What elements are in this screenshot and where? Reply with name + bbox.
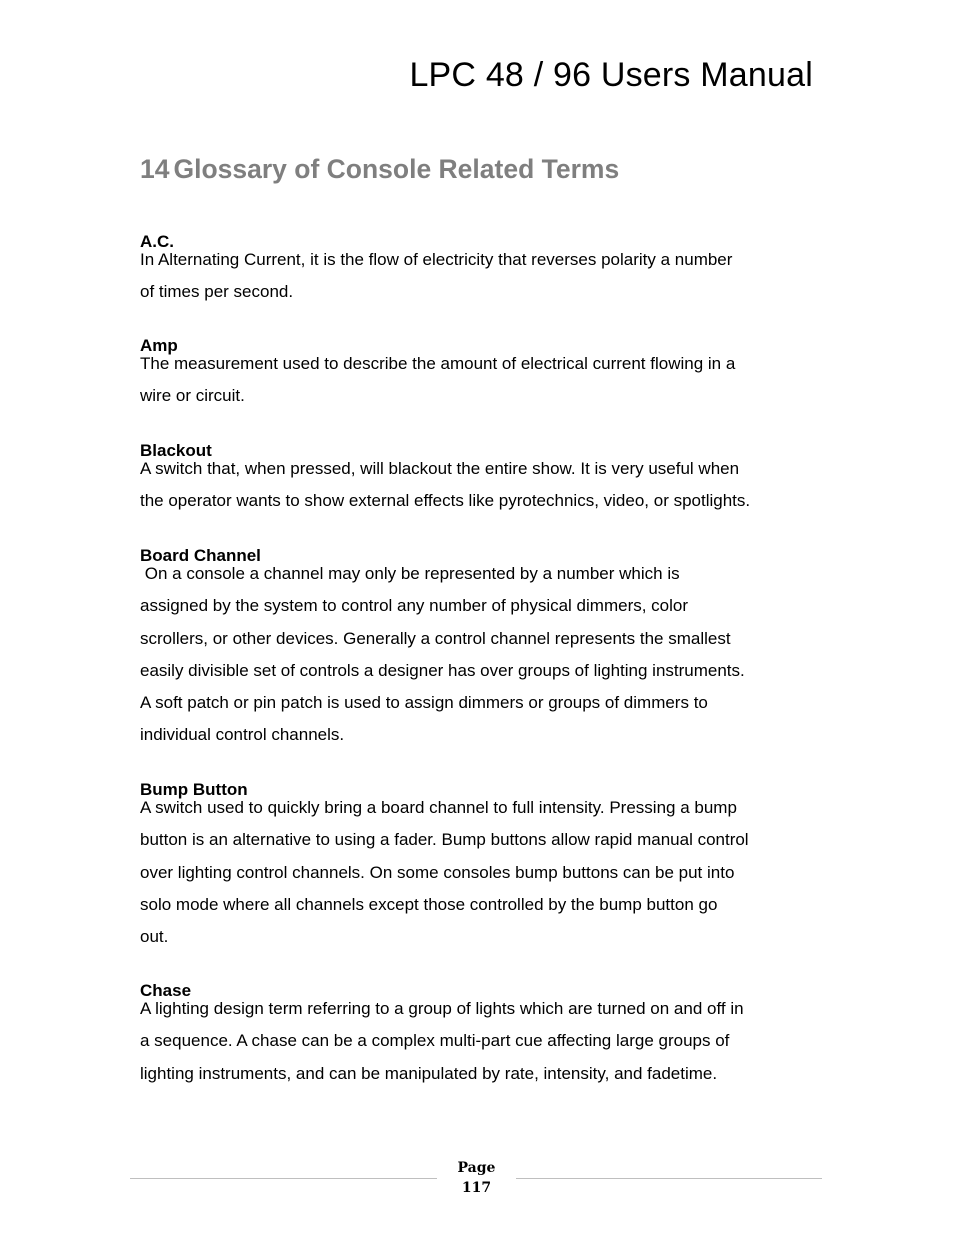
glossary-entry-chase — [140, 981, 820, 1090]
definition-line: wire or circuit. — [140, 386, 245, 406]
definition-line: In Alternating Current, it is the flow of electricity that reverses polarity a number — [140, 250, 733, 269]
glossary-term: Blackout — [140, 441, 212, 460]
section-number: 14 — [140, 154, 170, 184]
definition-line: The measurement used to describe the amount of electrical current flowing in a — [140, 354, 736, 373]
page-title: LPC 48 / 96 Users Manual — [409, 56, 813, 94]
definition-line: the operator wants to show external effects like pyrotechnics, video, or spotlights. — [140, 491, 751, 511]
definition-line: A switch that, when pressed, will blackout the entire show. It is very useful when — [140, 459, 740, 478]
page-number-value: 117 — [461, 1180, 492, 1196]
definition-line: assigned by the system to control any number of physical dimmers, color — [140, 596, 689, 616]
definition-line: out. — [140, 927, 169, 947]
page-number — [437, 1158, 516, 1198]
footer-rule-left — [130, 1178, 437, 1179]
section-heading — [140, 154, 619, 185]
glossary-term: Board Channel — [140, 546, 261, 565]
glossary-definition — [140, 244, 820, 309]
glossary-term: A.C. — [140, 232, 174, 251]
glossary-definition — [140, 792, 820, 953]
glossary-entry-bump-button — [140, 780, 820, 953]
definition-line: easily divisible set of controls a designer has over groups of lighting instruments. — [140, 660, 745, 680]
page-label: Page — [457, 1160, 496, 1176]
definition-line: A soft patch or pin patch is used to assign dimmers or groups of dimmers to — [140, 693, 708, 713]
glossary-definition — [140, 348, 820, 413]
glossary-definition — [140, 558, 820, 752]
definition-line: of times per second. — [140, 282, 294, 302]
definition-line: solo mode where all channels except those controlled by the bump button go — [140, 894, 718, 914]
glossary-term: Bump Button — [140, 780, 248, 799]
definition-line: A switch used to quickly bring a board channel to full intensity. Pressing a bump — [140, 798, 737, 817]
definition-line: lighting instruments, and can be manipulated by rate, intensity, and fadetime. — [140, 1063, 718, 1083]
definition-line: individual control channels. — [140, 725, 345, 745]
glossary-definition — [140, 993, 820, 1090]
glossary-entry-blackout — [140, 441, 820, 518]
section-title: Glossary of Console Related Terms — [173, 154, 620, 184]
definition-line: over lighting control channels. On some consoles bump buttons can be put into — [140, 862, 735, 882]
definition-line: A lighting design term referring to a group of lights which are turned on and off in — [140, 999, 744, 1018]
glossary-term: Amp — [140, 336, 178, 355]
glossary-entry-amp — [140, 336, 820, 413]
glossary-definition — [140, 453, 820, 518]
glossary-term: Chase — [140, 981, 192, 1000]
definition-line: On a console a channel may only be represented by a number which is — [140, 564, 680, 583]
definition-line: scrollers, or other devices. Generally a control channel represents the smallest — [140, 628, 731, 648]
definition-line: a sequence. A chase can be a complex multi-part cue affecting large groups of — [140, 1031, 730, 1051]
footer-rule-right — [516, 1178, 822, 1179]
definition-line: button is an alternative to using a fader. Bump buttons allow rapid manual control — [140, 830, 749, 850]
glossary-entry-board-channel — [140, 546, 820, 752]
glossary-entry-ac — [140, 232, 820, 309]
